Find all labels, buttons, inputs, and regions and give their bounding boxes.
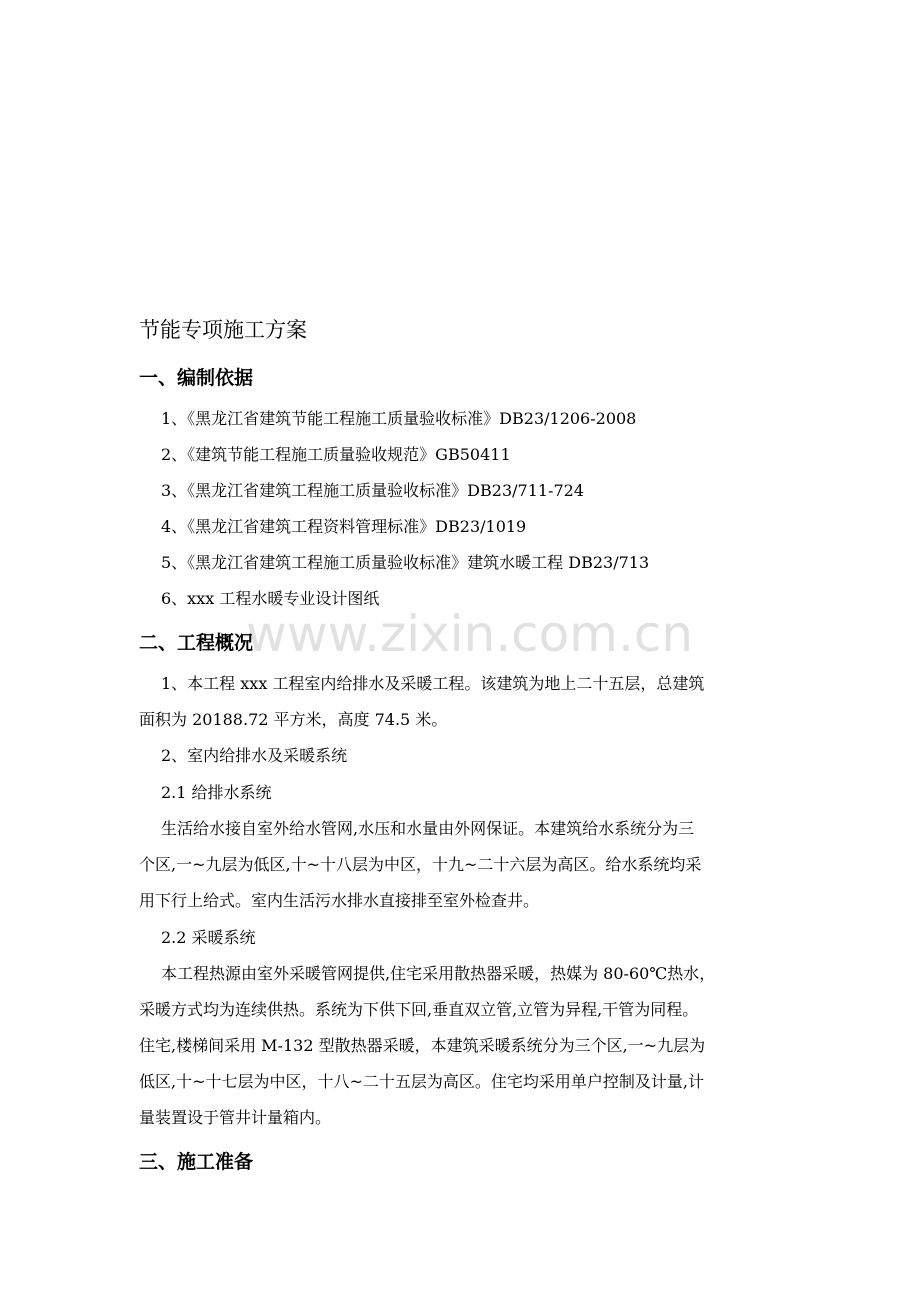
basis-item-6: 6、xxx 工程水暖专业设计图纸 — [161, 589, 380, 608]
basis-item-2: 2、《建筑节能工程施工质量验收规范》GB50411 — [161, 445, 511, 464]
basis-item-3: 3、《黑龙江省建筑工程施工质量验收标准》DB23/711-724 — [161, 481, 585, 500]
heating-para-line: 量装置设于管井计量箱内。 — [139, 1108, 332, 1127]
basis-item-5: 5、《黑龙江省建筑工程施工质量验收标准》建筑水暖工程 DB23/713 — [161, 553, 650, 572]
water-para-line: 个区,一~九层为低区,十~十八层为中区，十九~二十六层为高区。给水系统均采 — [139, 855, 702, 874]
heating-para-line: 住宅,楼梯间采用 M-132 型散热器采暖，本建筑采暖系统分为三个区,一~九层为 — [139, 1036, 706, 1055]
heating-para-line: 低区,十~十七层为中区，十八~二十五层为高区。住宅均采用单户控制及计量,计 — [139, 1072, 704, 1091]
basis-item-4: 4、《黑龙江省建筑工程资料管理标准》DB23/1019 — [161, 517, 527, 536]
heating-para-line: 本工程热源由室外采暖管网提供,住宅采用散热器采暖，热媒为 80-60℃热水， — [161, 964, 716, 983]
section-heading-overview: 二、工程概况 — [139, 632, 254, 654]
heating-para-line: 采暖方式均为连续供热。系统为下供下回,垂直双立管,立管为异程,干管为同程。 — [139, 1000, 699, 1019]
water-para-line: 生活给水接自室外给水管网,水压和水量由外网保证。本建筑给水系统分为三 — [161, 819, 695, 838]
watermark: www.zixin.com.cn — [246, 605, 694, 663]
section-heading-preparation: 三、施工准备 — [139, 1151, 254, 1173]
subheading-water-system: 2.1 给排水系统 — [161, 783, 272, 802]
section-heading-basis: 一、编制依据 — [139, 367, 254, 389]
subheading-heating-system: 2.2 采暖系统 — [161, 928, 256, 947]
overview-para-line: 面积为 20188.72 平方米，高度 74.5 米。 — [139, 710, 448, 729]
document-title: 节能专项施工方案 — [139, 318, 307, 342]
overview-para-line: 1、本工程 xxx 工程室内给排水及采暖工程。该建筑为地上二十五层，总建筑 — [161, 674, 705, 693]
water-para-line: 用下行上给式。室内生活污水排水直接排至室外检查井。 — [139, 891, 540, 910]
basis-item-1: 1、《黑龙江省建筑节能工程施工质量验收标准》DB23/1206-2008 — [161, 409, 637, 428]
overview-item-2: 2、室内给排水及采暖系统 — [161, 746, 348, 765]
